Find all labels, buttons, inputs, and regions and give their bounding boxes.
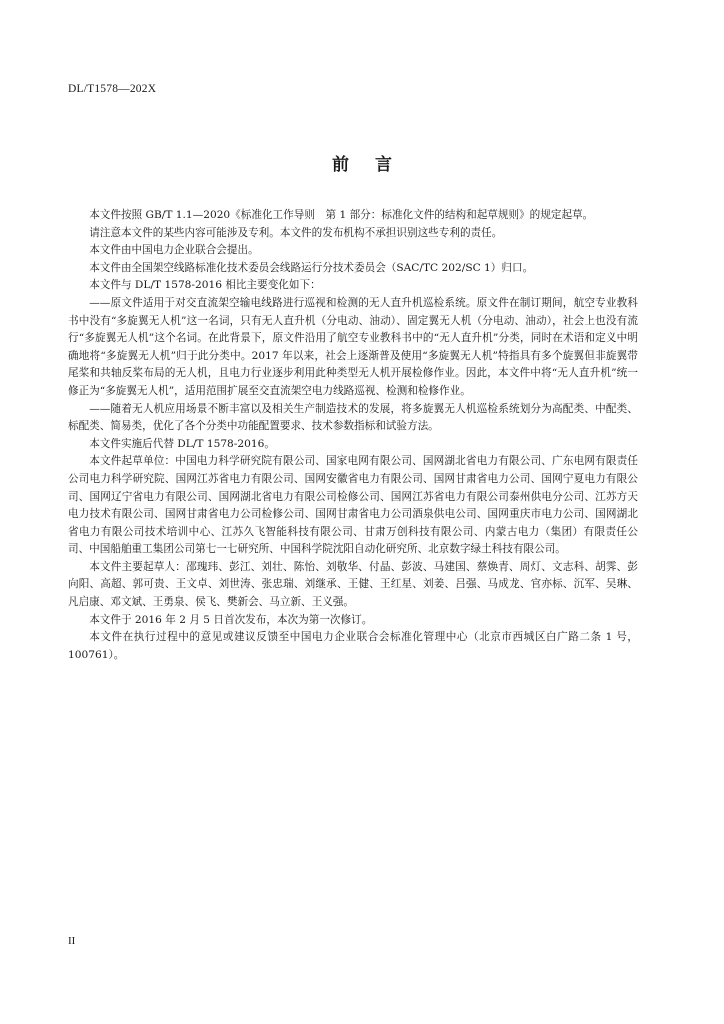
page-title bbox=[0, 150, 724, 175]
paragraph-changes-intro: 本文件与 DL/T 1578-2016 相比主要变化如下： bbox=[89, 279, 321, 292]
foreword-body bbox=[68, 207, 638, 664]
document-code: DL/T1578—202X bbox=[68, 83, 157, 95]
title-char-1: 前 bbox=[332, 155, 349, 175]
paragraph-history: 本文件于 2016 年 2 月 5 日首次发布，本次为第一次修订。 bbox=[89, 613, 373, 626]
paragraph-proposer: 本文件由中国电力企业联合会提出。 bbox=[89, 244, 259, 257]
paragraph-drafters: 本文件主要起草人：邵瑰玮、彭江、刘壮、陈怡、刘敬华、付晶、彭波、马建国、蔡焕青、周灯、文志科、胡霁、彭向阳、高超、郭可贵、王文卓、刘世涛、张忠瑞、刘继承、王健、王红星、刘姜、吕强、马成龙、官亦标、沉军、吴琳、凡启康、邓文斌、王勇泉、侯飞、樊新会、马立新、王义强。 bbox=[68, 560, 638, 609]
paragraph-committee: 本文件由全国架空线路标准化技术委员会线路运行分技术委员会（SAC/TC 202/SC 1）归口。 bbox=[89, 261, 534, 274]
paragraph-patent-notice: 请注意本文件的某些内容可能涉及专利。本文件的发布机构不承担识别这些专利的责任。 bbox=[89, 226, 503, 239]
title-char-2: 言 bbox=[375, 155, 392, 175]
paragraph-change-2: ——随着无人机应用场景不断丰富以及相关生产制造技术的发展，将多旋翼无人机巡检系统划分为高配类、中配类、标配类、简易类，优化了各个分类中功能配置要求、技术参数指标和试验方法。 bbox=[68, 402, 638, 433]
paragraph-drafting-rules: 本文件按照 GB/T 1.1—2020《标准化工作导则 第 1 部分：标准化文件的结构和起草规则》的规定起草。 bbox=[89, 209, 594, 221]
paragraph-change-1: ——原文件适用于对交直流架空输电线路进行巡视和检测的无人直升机巡检系统。原文件在制订期间，航空专业教科书中没有“多旋翼无人机”这一名词，只有无人直升机（分电动、油动）、固定翼无人机（分电动、油动），社会上也没有流行“多旋翼无人机”这个名词。在此背景下，原文件沿用了航空专业教科书中的“无人直升机”分类，同时在术语和定义中明确地将“多旋翼无人机”归于此分类中。2017 年以来，社会上逐渐普及使用“多旋翼无人机”特指具有多个旋翼但非旋翼带尾桨和共轴反桨布局的无人机，且电力行业逐步利用此种类型无人机开展检修作业。因此，本文件中将“无人直升机”统一修正为“多旋翼无人机”，适用范围扩展至交直流架空电力线路巡视、检测和检修作业。 bbox=[68, 296, 638, 397]
paragraph-feedback: 本文件在执行过程中的意见或建议反馈至中国电力企业联合会标准化管理中心（北京市西城区白广路二条 1 号，100761）。 bbox=[68, 631, 638, 661]
paragraph-drafting-units: 本文件起草单位：中国电力科学研究院有限公司、国家电网有限公司、国网湖北省电力有限公司、广东电网有限责任公司电力科学研究院、国网江苏省电力有限公司、国网安徽省电力有限公司、国网甘肃省电力公司、国网宁夏电力有限公司、国网辽宁省电力有限公司、国网湖北省电力有限公司检修公司、国网江苏省电力有限公司泰州供电分公司、江苏方天电力技术有限公司、国网甘肃省电力公司检修公司、国网甘肃省电力公司酒泉供电公司、国网重庆市电力公司、国网湖北省电力有限公司技术培训中心、江苏久飞智能科技有限公司、甘肃万创科技有限公司、内蒙古电力（集团）有限责任公司、中国船舶重工集团公司第七一七研究所、中国科学院沈阳自动化研究所、北京数字绿土科技有限公司。 bbox=[68, 455, 638, 556]
paragraph-replaces: 本文件实施后代替 DL/T 1578-2016。 bbox=[89, 437, 275, 450]
page-number: II bbox=[68, 935, 76, 947]
